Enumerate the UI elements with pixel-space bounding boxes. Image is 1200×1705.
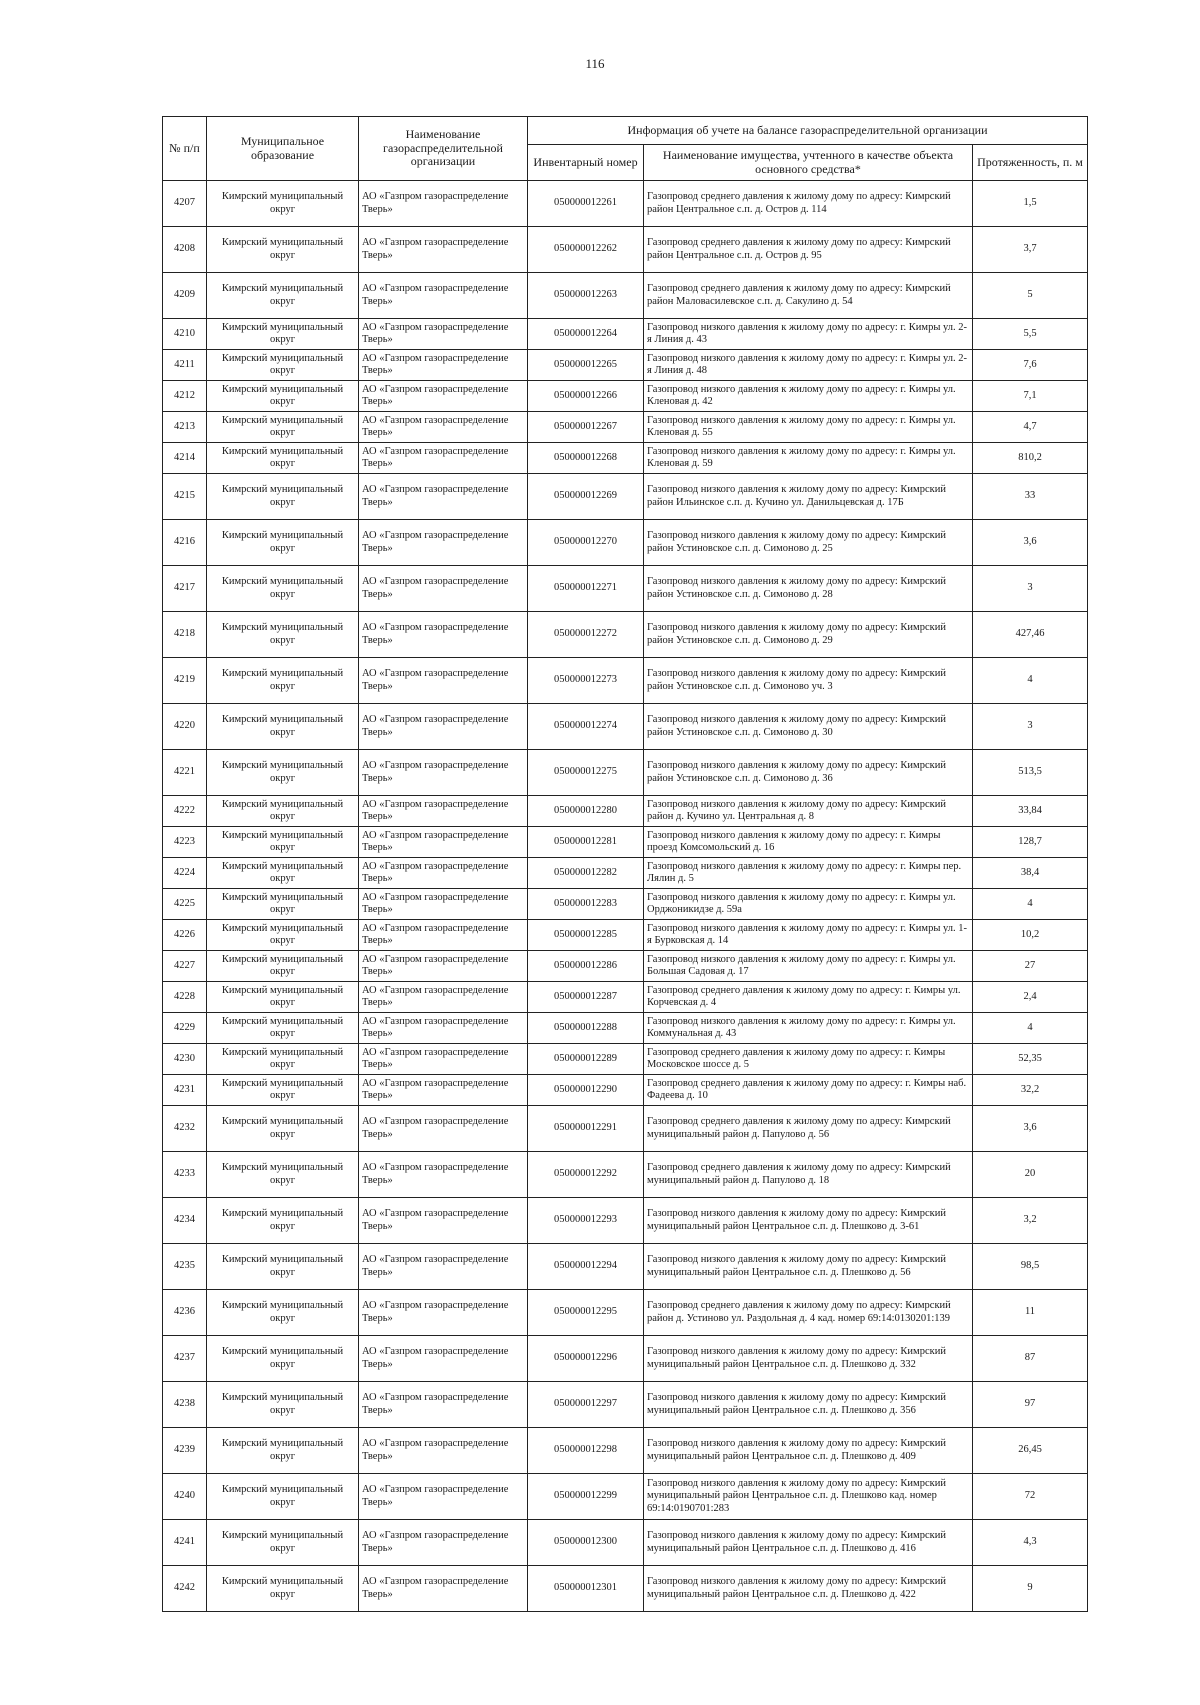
table-row xyxy=(163,796,1088,827)
asset-name-cell: Газопровод низкого давления к жилому дому по адресу: Кимрский муниципальный район Центральное с.п. д. Плешково д. 3-61 xyxy=(644,1198,973,1244)
asset-name-cell: Газопровод низкого давления к жилому дому по адресу: Кимрский район Устиновское с.п. д. Симоново д. 25 xyxy=(644,520,973,566)
municipality-cell: Кимрский муниципальный округ xyxy=(207,1013,359,1044)
row-number: 4230 xyxy=(163,1044,207,1075)
asset-name-cell: Газопровод среднего давления к жилому дому по адресу: Кимрский муниципальный район д. Папулово д. 18 xyxy=(644,1152,973,1198)
row-number: 4240 xyxy=(163,1474,207,1520)
municipality-cell: Кимрский муниципальный округ xyxy=(207,858,359,889)
row-number: 4209 xyxy=(163,273,207,319)
asset-name-cell: Газопровод низкого давления к жилому дому по адресу: Кимрский район д. Кучино ул. Центральная д. 8 xyxy=(644,796,973,827)
asset-name-cell: Газопровод низкого давления к жилому дому по адресу: Кимрский район Устиновское с.п. д. Симоново д. 36 xyxy=(644,750,973,796)
length-cell: 3,7 xyxy=(973,227,1088,273)
length-cell: 72 xyxy=(973,1474,1088,1520)
municipality-cell: Кимрский муниципальный округ xyxy=(207,658,359,704)
row-number: 4231 xyxy=(163,1075,207,1106)
inventory-number-cell: 050000012283 xyxy=(528,889,644,920)
organization-cell: АО «Газпром газораспределение Тверь» xyxy=(359,443,528,474)
length-cell: 1,5 xyxy=(973,181,1088,227)
header-asset-name: Наименование имущества, учтенного в качестве объекта основного средства* xyxy=(644,145,973,181)
inventory-number-cell: 050000012297 xyxy=(528,1382,644,1428)
municipality-cell: Кимрский муниципальный округ xyxy=(207,1198,359,1244)
inventory-number-cell: 050000012295 xyxy=(528,1290,644,1336)
inventory-number-cell: 050000012288 xyxy=(528,1013,644,1044)
length-cell: 4 xyxy=(973,889,1088,920)
municipality-cell: Кимрский муниципальный округ xyxy=(207,704,359,750)
asset-name-cell: Газопровод низкого давления к жилому дому по адресу: Кимрский район Устиновское с.п. д. Симоново д. 29 xyxy=(644,612,973,658)
length-cell: 97 xyxy=(973,1382,1088,1428)
table-row xyxy=(163,982,1088,1013)
asset-name-cell: Газопровод низкого давления к жилому дому по адресу: Кимрский муниципальный район Центральное с.п. д. Плешково д. 356 xyxy=(644,1382,973,1428)
organization-cell: АО «Газпром газораспределение Тверь» xyxy=(359,658,528,704)
page-number: 116 xyxy=(585,56,605,71)
organization-cell: АО «Газпром газораспределение Тверь» xyxy=(359,612,528,658)
asset-name-cell: Газопровод низкого давления к жилому дому по адресу: г. Кимры пер. Лялин д. 5 xyxy=(644,858,973,889)
row-number: 4226 xyxy=(163,920,207,951)
row-number: 4233 xyxy=(163,1152,207,1198)
organization-cell: АО «Газпром газораспределение Тверь» xyxy=(359,827,528,858)
organization-cell: АО «Газпром газораспределение Тверь» xyxy=(359,381,528,412)
inventory-number-cell: 050000012263 xyxy=(528,273,644,319)
organization-cell: АО «Газпром газораспределение Тверь» xyxy=(359,750,528,796)
table-row xyxy=(163,704,1088,750)
row-number: 4235 xyxy=(163,1244,207,1290)
length-cell: 5 xyxy=(973,273,1088,319)
length-cell: 98,5 xyxy=(973,1244,1088,1290)
asset-name-cell: Газопровод среднего давления к жилому дому по адресу: Кимрский район Маловасилевское с.п. д. Сакулино д. 54 xyxy=(644,273,973,319)
inventory-number-cell: 050000012286 xyxy=(528,951,644,982)
length-cell: 7,6 xyxy=(973,350,1088,381)
municipality-cell: Кимрский муниципальный округ xyxy=(207,319,359,350)
table-row xyxy=(163,474,1088,520)
inventory-number-cell: 050000012290 xyxy=(528,1075,644,1106)
municipality-cell: Кимрский муниципальный округ xyxy=(207,1566,359,1612)
municipality-cell: Кимрский муниципальный округ xyxy=(207,1520,359,1566)
municipality-cell: Кимрский муниципальный округ xyxy=(207,889,359,920)
length-cell: 26,45 xyxy=(973,1428,1088,1474)
asset-name-cell: Газопровод низкого давления к жилому дому по адресу: г. Кимры ул. Большая Садовая д. 17 xyxy=(644,951,973,982)
table-row xyxy=(163,658,1088,704)
row-number: 4211 xyxy=(163,350,207,381)
inventory-number-cell: 050000012294 xyxy=(528,1244,644,1290)
municipality-cell: Кимрский муниципальный округ xyxy=(207,1336,359,1382)
length-cell: 3,6 xyxy=(973,1106,1088,1152)
asset-name-cell: Газопровод низкого давления к жилому дому по адресу: Кимрский муниципальный район Центральное с.п. д. Плешково д. 409 xyxy=(644,1428,973,1474)
municipality-cell: Кимрский муниципальный округ xyxy=(207,920,359,951)
inventory-number-cell: 050000012280 xyxy=(528,796,644,827)
length-cell: 11 xyxy=(973,1290,1088,1336)
municipality-cell: Кимрский муниципальный округ xyxy=(207,1044,359,1075)
organization-cell: АО «Газпром газораспределение Тверь» xyxy=(359,1520,528,1566)
header-balance-info: Информация об учете на балансе газораспределительной организации xyxy=(528,117,1088,145)
table-row xyxy=(163,750,1088,796)
municipality-cell: Кимрский муниципальный округ xyxy=(207,1382,359,1428)
municipality-cell: Кимрский муниципальный округ xyxy=(207,181,359,227)
inventory-number-cell: 050000012267 xyxy=(528,412,644,443)
asset-name-cell: Газопровод низкого давления к жилому дому по адресу: Кимрский район Устиновское с.п. д. Симоново уч. 3 xyxy=(644,658,973,704)
asset-name-cell: Газопровод среднего давления к жилому дому по адресу: Кимрский муниципальный район д. Папулово д. 56 xyxy=(644,1106,973,1152)
table-row xyxy=(163,273,1088,319)
asset-name-cell: Газопровод низкого давления к жилому дому по адресу: г. Кимры проезд Комсомольский д. 16 xyxy=(644,827,973,858)
asset-name-cell: Газопровод среднего давления к жилому дому по адресу: Кимрский район д. Устиново ул. Раздольная д. 4 кад. номер 69:14:0130201:139 xyxy=(644,1290,973,1336)
row-number: 4242 xyxy=(163,1566,207,1612)
asset-name-cell: Газопровод низкого давления к жилому дому по адресу: Кимрский район Устиновское с.п. д. Симоново д. 28 xyxy=(644,566,973,612)
inventory-number-cell: 050000012287 xyxy=(528,982,644,1013)
organization-cell: АО «Газпром газораспределение Тверь» xyxy=(359,796,528,827)
asset-name-cell: Газопровод среднего давления к жилому дому по адресу: г. Кимры ул. Корчевская д. 4 xyxy=(644,982,973,1013)
table-row xyxy=(163,1428,1088,1474)
municipality-cell: Кимрский муниципальный округ xyxy=(207,612,359,658)
length-cell: 52,35 xyxy=(973,1044,1088,1075)
municipality-cell: Кимрский муниципальный округ xyxy=(207,443,359,474)
table-row xyxy=(163,443,1088,474)
organization-cell: АО «Газпром газораспределение Тверь» xyxy=(359,412,528,443)
row-number: 4239 xyxy=(163,1428,207,1474)
asset-name-cell: Газопровод низкого давления к жилому дому по адресу: г. Кимры ул. Коммунальная д. 43 xyxy=(644,1013,973,1044)
municipality-cell: Кимрский муниципальный округ xyxy=(207,566,359,612)
inventory-number-cell: 050000012281 xyxy=(528,827,644,858)
inventory-number-cell: 050000012268 xyxy=(528,443,644,474)
inventory-number-cell: 050000012270 xyxy=(528,520,644,566)
asset-name-cell: Газопровод низкого давления к жилому дому по адресу: Кимрский муниципальный район Центральное с.п. д. Плешково д. 56 xyxy=(644,1244,973,1290)
organization-cell: АО «Газпром газораспределение Тверь» xyxy=(359,1075,528,1106)
length-cell: 4 xyxy=(973,1013,1088,1044)
inventory-number-cell: 050000012266 xyxy=(528,381,644,412)
header-municipality: Муниципальное образование xyxy=(207,117,359,181)
municipality-cell: Кимрский муниципальный округ xyxy=(207,750,359,796)
length-cell: 427,46 xyxy=(973,612,1088,658)
municipality-cell: Кимрский муниципальный округ xyxy=(207,1106,359,1152)
row-number: 4220 xyxy=(163,704,207,750)
length-cell: 3 xyxy=(973,566,1088,612)
length-cell: 5,5 xyxy=(973,319,1088,350)
municipality-cell: Кимрский муниципальный округ xyxy=(207,982,359,1013)
municipality-cell: Кимрский муниципальный округ xyxy=(207,827,359,858)
asset-name-cell: Газопровод низкого давления к жилому дому по адресу: г. Кимры ул. 2-я Линия д. 43 xyxy=(644,319,973,350)
inventory-number-cell: 050000012264 xyxy=(528,319,644,350)
header-inventory: Инвентарный номер xyxy=(528,145,644,181)
table-row xyxy=(163,1474,1088,1520)
organization-cell: АО «Газпром газораспределение Тверь» xyxy=(359,1044,528,1075)
asset-name-cell: Газопровод низкого давления к жилому дому по адресу: г. Кимры ул. Кленовая д. 42 xyxy=(644,381,973,412)
row-number: 4212 xyxy=(163,381,207,412)
row-number: 4210 xyxy=(163,319,207,350)
inventory-number-cell: 050000012272 xyxy=(528,612,644,658)
municipality-cell: Кимрский муниципальный округ xyxy=(207,474,359,520)
length-cell: 27 xyxy=(973,951,1088,982)
row-number: 4215 xyxy=(163,474,207,520)
inventory-number-cell: 050000012261 xyxy=(528,181,644,227)
asset-name-cell: Газопровод низкого давления к жилому дому по адресу: г. Кимры ул. Орджоникидзе д. 59а xyxy=(644,889,973,920)
asset-name-cell: Газопровод низкого давления к жилому дому по адресу: Кимрский муниципальный район Центральное с.п. д. Плешково кад. номер 69:14:0190701:283 xyxy=(644,1474,973,1520)
length-cell: 7,1 xyxy=(973,381,1088,412)
row-number: 4208 xyxy=(163,227,207,273)
asset-name-cell: Газопровод низкого давления к жилому дому по адресу: г. Кимры ул. Кленовая д. 59 xyxy=(644,443,973,474)
inventory-number-cell: 050000012282 xyxy=(528,858,644,889)
organization-cell: АО «Газпром газораспределение Тверь» xyxy=(359,951,528,982)
length-cell: 87 xyxy=(973,1336,1088,1382)
table-row xyxy=(163,319,1088,350)
municipality-cell: Кимрский муниципальный округ xyxy=(207,1474,359,1520)
length-cell: 2,4 xyxy=(973,982,1088,1013)
municipality-cell: Кимрский муниципальный округ xyxy=(207,381,359,412)
asset-name-cell: Газопровод среднего давления к жилому дому по адресу: Кимрский район Центральное с.п. д. Остров д. 95 xyxy=(644,227,973,273)
table-row xyxy=(163,520,1088,566)
municipality-cell: Кимрский муниципальный округ xyxy=(207,796,359,827)
row-number: 4219 xyxy=(163,658,207,704)
row-number: 4234 xyxy=(163,1198,207,1244)
organization-cell: АО «Газпром газораспределение Тверь» xyxy=(359,1566,528,1612)
row-number: 4225 xyxy=(163,889,207,920)
row-number: 4238 xyxy=(163,1382,207,1428)
table-row xyxy=(163,1520,1088,1566)
inventory-number-cell: 050000012274 xyxy=(528,704,644,750)
row-number: 4232 xyxy=(163,1106,207,1152)
row-number: 4229 xyxy=(163,1013,207,1044)
row-number: 4237 xyxy=(163,1336,207,1382)
organization-cell: АО «Газпром газораспределение Тверь» xyxy=(359,1013,528,1044)
inventory-number-cell: 050000012285 xyxy=(528,920,644,951)
length-cell: 38,4 xyxy=(973,858,1088,889)
asset-name-cell: Газопровод низкого давления к жилому дому по адресу: Кимрский муниципальный район Центральное с.п. д. Плешково д. 332 xyxy=(644,1336,973,1382)
organization-cell: АО «Газпром газораспределение Тверь» xyxy=(359,1428,528,1474)
inventory-number-cell: 050000012299 xyxy=(528,1474,644,1520)
length-cell: 9 xyxy=(973,1566,1088,1612)
organization-cell: АО «Газпром газораспределение Тверь» xyxy=(359,889,528,920)
organization-cell: АО «Газпром газораспределение Тверь» xyxy=(359,566,528,612)
length-cell: 3,6 xyxy=(973,520,1088,566)
municipality-cell: Кимрский муниципальный округ xyxy=(207,227,359,273)
row-number: 4218 xyxy=(163,612,207,658)
municipality-cell: Кимрский муниципальный округ xyxy=(207,1244,359,1290)
municipality-cell: Кимрский муниципальный округ xyxy=(207,1428,359,1474)
length-cell: 10,2 xyxy=(973,920,1088,951)
table-row xyxy=(163,1244,1088,1290)
inventory-number-cell: 050000012269 xyxy=(528,474,644,520)
row-number: 4207 xyxy=(163,181,207,227)
row-number: 4224 xyxy=(163,858,207,889)
row-number: 4214 xyxy=(163,443,207,474)
inventory-number-cell: 050000012289 xyxy=(528,1044,644,1075)
row-number: 4223 xyxy=(163,827,207,858)
municipality-cell: Кимрский муниципальный округ xyxy=(207,1152,359,1198)
organization-cell: АО «Газпром газораспределение Тверь» xyxy=(359,1290,528,1336)
organization-cell: АО «Газпром газораспределение Тверь» xyxy=(359,319,528,350)
table-row xyxy=(163,1075,1088,1106)
asset-name-cell: Газопровод низкого давления к жилому дому по адресу: г. Кимры ул. Кленовая д. 55 xyxy=(644,412,973,443)
asset-name-cell: Газопровод низкого давления к жилому дому по адресу: г. Кимры ул. 2-я Линия д. 48 xyxy=(644,350,973,381)
table-row xyxy=(163,1290,1088,1336)
table-row xyxy=(163,920,1088,951)
table-row xyxy=(163,227,1088,273)
organization-cell: АО «Газпром газораспределение Тверь» xyxy=(359,858,528,889)
header-num: № п/п xyxy=(163,117,207,181)
row-number: 4221 xyxy=(163,750,207,796)
length-cell: 128,7 xyxy=(973,827,1088,858)
organization-cell: АО «Газпром газораспределение Тверь» xyxy=(359,1382,528,1428)
table-row xyxy=(163,1566,1088,1612)
row-number: 4227 xyxy=(163,951,207,982)
municipality-cell: Кимрский муниципальный округ xyxy=(207,951,359,982)
municipality-cell: Кимрский муниципальный округ xyxy=(207,273,359,319)
table-row xyxy=(163,1382,1088,1428)
organization-cell: АО «Газпром газораспределение Тверь» xyxy=(359,227,528,273)
inventory-number-cell: 050000012273 xyxy=(528,658,644,704)
asset-name-cell: Газопровод низкого давления к жилому дому по адресу: Кимрский муниципальный район Центральное с.п. д. Плешково д. 416 xyxy=(644,1520,973,1566)
table-row xyxy=(163,858,1088,889)
table-row xyxy=(163,827,1088,858)
header-length: Протяженность, п. м xyxy=(973,145,1088,181)
length-cell: 3,2 xyxy=(973,1198,1088,1244)
table-row xyxy=(163,412,1088,443)
table-row xyxy=(163,612,1088,658)
organization-cell: АО «Газпром газораспределение Тверь» xyxy=(359,1244,528,1290)
organization-cell: АО «Газпром газораспределение Тверь» xyxy=(359,1106,528,1152)
table-row xyxy=(163,350,1088,381)
municipality-cell: Кимрский муниципальный округ xyxy=(207,520,359,566)
row-number: 4216 xyxy=(163,520,207,566)
asset-name-cell: Газопровод среднего давления к жилому дому по адресу: г. Кимры наб. Фадеева д. 10 xyxy=(644,1075,973,1106)
table-row xyxy=(163,1336,1088,1382)
inventory-number-cell: 050000012292 xyxy=(528,1152,644,1198)
inventory-number-cell: 050000012275 xyxy=(528,750,644,796)
organization-cell: АО «Газпром газораспределение Тверь» xyxy=(359,350,528,381)
asset-name-cell: Газопровод низкого давления к жилому дому по адресу: Кимрский район Ильинское с.п. д. Кучино ул. Данильцевская д. 17Б xyxy=(644,474,973,520)
organization-cell: АО «Газпром газораспределение Тверь» xyxy=(359,1474,528,1520)
table-row xyxy=(163,1106,1088,1152)
inventory-number-cell: 050000012291 xyxy=(528,1106,644,1152)
table-row xyxy=(163,1013,1088,1044)
municipality-cell: Кимрский муниципальный округ xyxy=(207,412,359,443)
organization-cell: АО «Газпром газораспределение Тверь» xyxy=(359,982,528,1013)
inventory-number-cell: 050000012293 xyxy=(528,1198,644,1244)
organization-cell: АО «Газпром газораспределение Тверь» xyxy=(359,704,528,750)
organization-cell: АО «Газпром газораспределение Тверь» xyxy=(359,181,528,227)
row-number: 4241 xyxy=(163,1520,207,1566)
organization-cell: АО «Газпром газораспределение Тверь» xyxy=(359,474,528,520)
asset-name-cell: Газопровод среднего давления к жилому дому по адресу: Кимрский район Центральное с.п. д. Остров д. 114 xyxy=(644,181,973,227)
table-row xyxy=(163,951,1088,982)
table-row xyxy=(163,1152,1088,1198)
municipality-cell: Кимрский муниципальный округ xyxy=(207,350,359,381)
length-cell: 32,2 xyxy=(973,1075,1088,1106)
row-number: 4217 xyxy=(163,566,207,612)
assets-table-wrapper xyxy=(162,116,1087,1612)
table-row xyxy=(163,566,1088,612)
inventory-number-cell: 050000012298 xyxy=(528,1428,644,1474)
asset-name-cell: Газопровод низкого давления к жилому дому по адресу: Кимрский муниципальный район Центральное с.п. д. Плешково д. 422 xyxy=(644,1566,973,1612)
length-cell: 33 xyxy=(973,474,1088,520)
inventory-number-cell: 050000012296 xyxy=(528,1336,644,1382)
row-number: 4222 xyxy=(163,796,207,827)
row-number: 4236 xyxy=(163,1290,207,1336)
table-row xyxy=(163,1044,1088,1075)
organization-cell: АО «Газпром газораспределение Тверь» xyxy=(359,520,528,566)
table-row xyxy=(163,1198,1088,1244)
organization-cell: АО «Газпром газораспределение Тверь» xyxy=(359,1336,528,1382)
inventory-number-cell: 050000012300 xyxy=(528,1520,644,1566)
inventory-number-cell: 050000012262 xyxy=(528,227,644,273)
length-cell: 4 xyxy=(973,658,1088,704)
organization-cell: АО «Газпром газораспределение Тверь» xyxy=(359,273,528,319)
organization-cell: АО «Газпром газораспределение Тверь» xyxy=(359,1152,528,1198)
assets-table xyxy=(162,116,1088,1612)
organization-cell: АО «Газпром газораспределение Тверь» xyxy=(359,920,528,951)
length-cell: 810,2 xyxy=(973,443,1088,474)
length-cell: 4,7 xyxy=(973,412,1088,443)
organization-cell: АО «Газпром газораспределение Тверь» xyxy=(359,1198,528,1244)
inventory-number-cell: 050000012271 xyxy=(528,566,644,612)
table-row xyxy=(163,381,1088,412)
row-number: 4213 xyxy=(163,412,207,443)
municipality-cell: Кимрский муниципальный округ xyxy=(207,1290,359,1336)
length-cell: 3 xyxy=(973,704,1088,750)
row-number: 4228 xyxy=(163,982,207,1013)
inventory-number-cell: 050000012301 xyxy=(528,1566,644,1612)
length-cell: 4,3 xyxy=(973,1520,1088,1566)
asset-name-cell: Газопровод низкого давления к жилому дому по адресу: Кимрский район Устиновское с.п. д. Симоново д. 30 xyxy=(644,704,973,750)
asset-name-cell: Газопровод среднего давления к жилому дому по адресу: г. Кимры Московское шоссе д. 5 xyxy=(644,1044,973,1075)
asset-name-cell: Газопровод низкого давления к жилому дому по адресу: г. Кимры ул. 1-я Бурковская д. 14 xyxy=(644,920,973,951)
inventory-number-cell: 050000012265 xyxy=(528,350,644,381)
table-body xyxy=(163,181,1088,1612)
length-cell: 33,84 xyxy=(973,796,1088,827)
table-row xyxy=(163,181,1088,227)
municipality-cell: Кимрский муниципальный округ xyxy=(207,1075,359,1106)
header-organization: Наименование газораспределительной организации xyxy=(359,117,528,181)
length-cell: 513,5 xyxy=(973,750,1088,796)
table-row xyxy=(163,889,1088,920)
length-cell: 20 xyxy=(973,1152,1088,1198)
